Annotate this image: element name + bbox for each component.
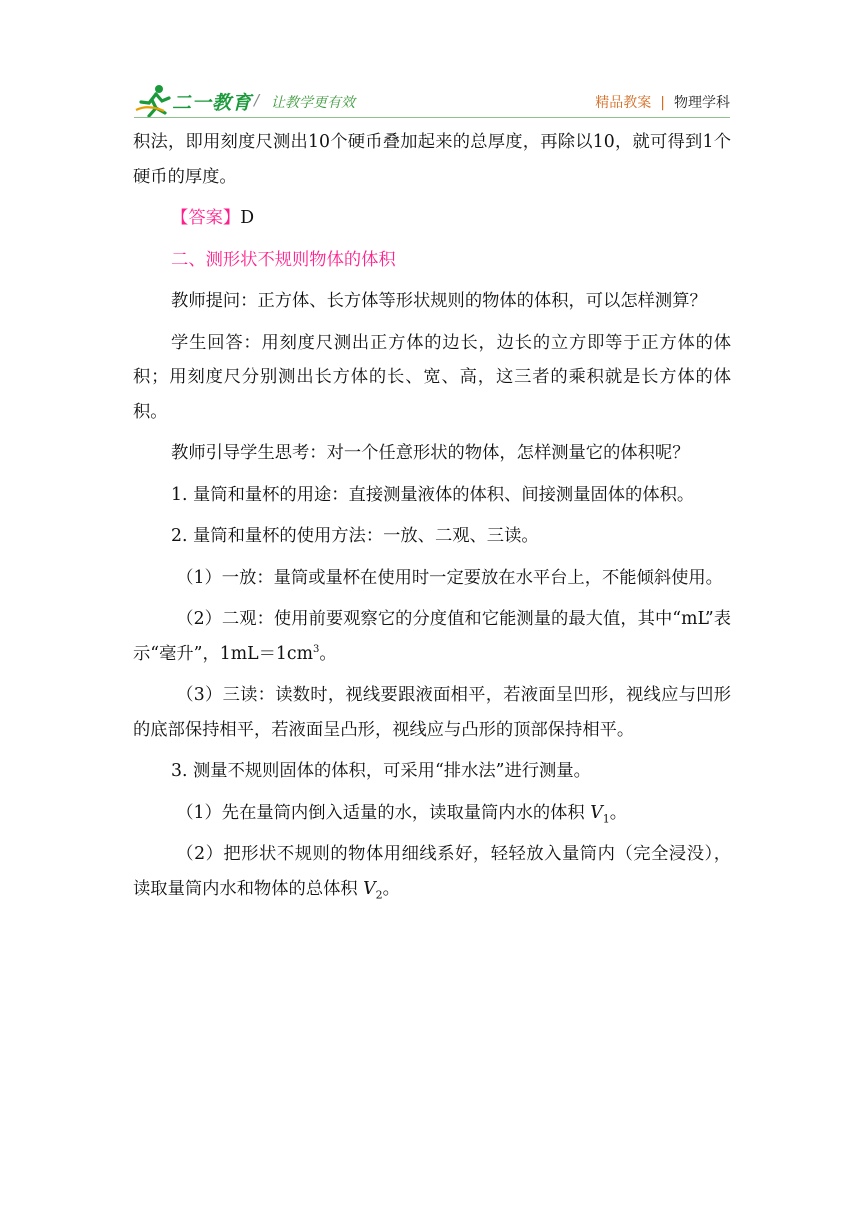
paragraph [133, 796, 731, 831]
subscript: 2 [375, 887, 383, 901]
page-header [134, 84, 730, 120]
paragraph-end: 。 [319, 643, 337, 664]
paragraph-text: （2）把形状不规则的物体用细线系好，轻轻放入量筒内（完全浸没），读取量筒内水和物体的总体积 [133, 844, 731, 899]
paragraph: （1）一放：量筒或量杯在使用时一定要放在水平台上，不能倾斜使用。 [176, 567, 723, 588]
answer-label: 【答案】 [171, 208, 241, 228]
paragraph [133, 602, 731, 671]
category-tag: 精品教案 [595, 95, 652, 111]
answer-line [133, 201, 731, 236]
paragraph: 2. 量筒和量杯的使用方法：一放、二观、三读。 [171, 526, 539, 546]
brand-slogan: 让教学更有效 [271, 95, 355, 111]
superscript: 3 [313, 643, 320, 655]
paragraph [133, 837, 731, 906]
paragraph: 积法，即用刻度尺测出10个硬币叠加起来的总厚度，再除以10，就可得到1个硬币的厚度。 [133, 132, 731, 187]
paragraph: 1. 量筒和量杯的用途：直接测量液体的体积、间接测量固体的体积。 [171, 484, 695, 505]
header-slash: / [254, 91, 260, 109]
paragraph-text: （1）先在量筒内倒入适量的水，读取量筒内水的体积 [176, 802, 591, 823]
paragraph-text: （2）二观：使用前要观察它的分度值和它能测量的最大值，其中“mL”表示“毫升”，1mL＝1cm [133, 609, 731, 664]
subject-label: 物理学科 [674, 95, 730, 111]
document-body [133, 125, 731, 913]
header-right [595, 92, 730, 112]
paragraph: 学生回答：用刻度尺测出正方体的边长，边长的立方即等于正方体的体积；用刻度尺分别测出长方体的长、宽、高，这三者的乘积就是长方体的体积。 [133, 332, 731, 422]
paragraph-end: 。 [609, 802, 627, 823]
paragraph: 教师提问：正方体、长方体等形状规则的物体的体积，可以怎样测算？ [171, 291, 707, 311]
paragraph-end: 。 [382, 878, 400, 899]
paragraph: 3. 测量不规则固体的体积，可采用“排水法”进行测量。 [171, 761, 591, 781]
paragraph: 教师引导学生思考：对一个任意形状的物体，怎样测量它的体积呢？ [171, 443, 690, 463]
brand-name: 二一教育 [172, 92, 253, 114]
subscript: 1 [602, 811, 610, 825]
header-separator: | [660, 95, 665, 111]
variable: V [363, 878, 376, 899]
paragraph: （3）三读：读数时，视线要跟液面相平，若液面呈凹形，视线应与凹形的底部保持相平，若液面呈凸形，视线应与凸形的顶部保持相平。 [133, 685, 731, 740]
answer-value: D [240, 208, 255, 228]
header-rule [134, 117, 730, 118]
variable: V [590, 802, 603, 823]
section-title: 二、测形状不规则物体的体积 [171, 249, 396, 270]
